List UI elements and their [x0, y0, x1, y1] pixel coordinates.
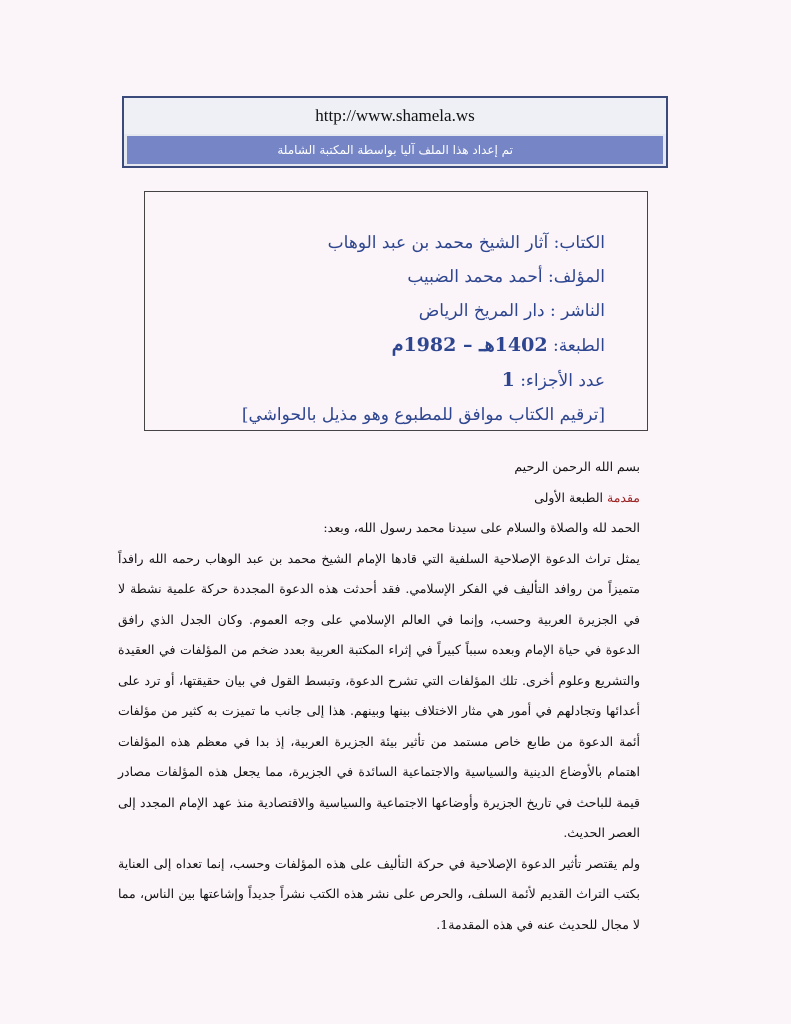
heading-red-word: مقدمة	[607, 489, 640, 505]
book-title: آثار الشيخ محمد بن عبد الوهاب	[327, 233, 549, 253]
publisher-line	[145, 294, 605, 328]
edition-value: 1402هـ – 1982م	[391, 334, 548, 356]
book-content	[118, 452, 640, 940]
paragraph: يمثل تراث الدعوة الإصلاحية السلفية التي قادها الإمام الشيخ محمد بن عبد الوهاب رحمه الله رافداً متميزاً من روافد التأليف في الفكر الإسلامي. فقد أحدثت هذه الدعوة المجددة حركة علمية نشطة لا في الجزيرة العربية وحسب، وإنما في العالم الإسلامي على وجه العموم. وكان الجدل الذي رافق الدعوة في حياة الإمام وبعده سبباً كبيراً في إثراء المكتبة العربية بعدد ضخم من المؤلفات في العقيدة والتشريع وعلوم أخرى. تلك المؤلفات التي تشرح الدعوة، وتبسط القول في بيان حقيقتها، أو ترد على أعدائها وتجادلهم في أمور هي مثار الاختلاف بينها وبينهم. هذا إلى جانب ما تميزت به كثير من مؤلفات أئمة الدعوة من طابع خاص مستمد من تأثير بيئة الجزيرة العربية، إذ بدا في معظم هذه المؤلفات اهتمام بالأوضاع الدينية والسياسية والاجتماعية السائدة في الجزيرة، مما يجعل هذه المؤلفات مصادر قيمة للباحث في تاريخ الجزيرة وأوضاعها الاجتماعية والسياسية والاقتصادية منذ عهد الإمام المجدد إلى العصر الحديث.	[118, 550, 640, 840]
parts-label: عدد الأجزاء:	[520, 371, 605, 391]
heading-rest: الطبعة الأولى	[534, 489, 608, 505]
header-banner	[122, 96, 668, 168]
numbering-note: [ترقيم الكتاب موافق للمطبوع وهو مذيل بالحواشي]	[241, 405, 605, 425]
website-url[interactable]: http://www.shamela.ws	[124, 98, 666, 134]
publisher-name: دار المريخ الرياض	[418, 301, 545, 321]
paragraph: الحمد لله والصلاة والسلام على سيدنا محمد رسول الله، وبعد:	[323, 520, 640, 535]
publisher-label: الناشر :	[550, 301, 605, 321]
paragraph: ولم يقتصر تأثير الدعوة الإصلاحية في حركة التأليف على هذه المؤلفات وحسب، إنما تعداه إلى العناية بكتب التراث القديم لأئمة السلف، والحرص على نشر هذه الكتب نشراً جديداً وإشاعتها بين الناس، مما لا مجال للحديث عنه في هذه المقدمة1.	[118, 855, 640, 932]
parts-line	[145, 363, 605, 398]
author-name: أحمد محمد الضبيب	[407, 267, 543, 287]
edition-line	[145, 328, 605, 363]
edition-label: الطبعة:	[552, 336, 605, 356]
book-title-line	[145, 226, 605, 260]
section-heading	[118, 483, 640, 514]
author-label: المؤلف:	[547, 267, 605, 287]
book-label: الكتاب:	[553, 233, 605, 253]
author-line	[145, 260, 605, 294]
basmala: بسم الله الرحمن الرحيم	[514, 459, 640, 474]
parts-value: 1	[501, 369, 515, 391]
banner-subtitle: تم إعداد هذا الملف آليا بواسطة المكتبة الشاملة	[127, 136, 663, 164]
book-info-box	[144, 191, 648, 431]
